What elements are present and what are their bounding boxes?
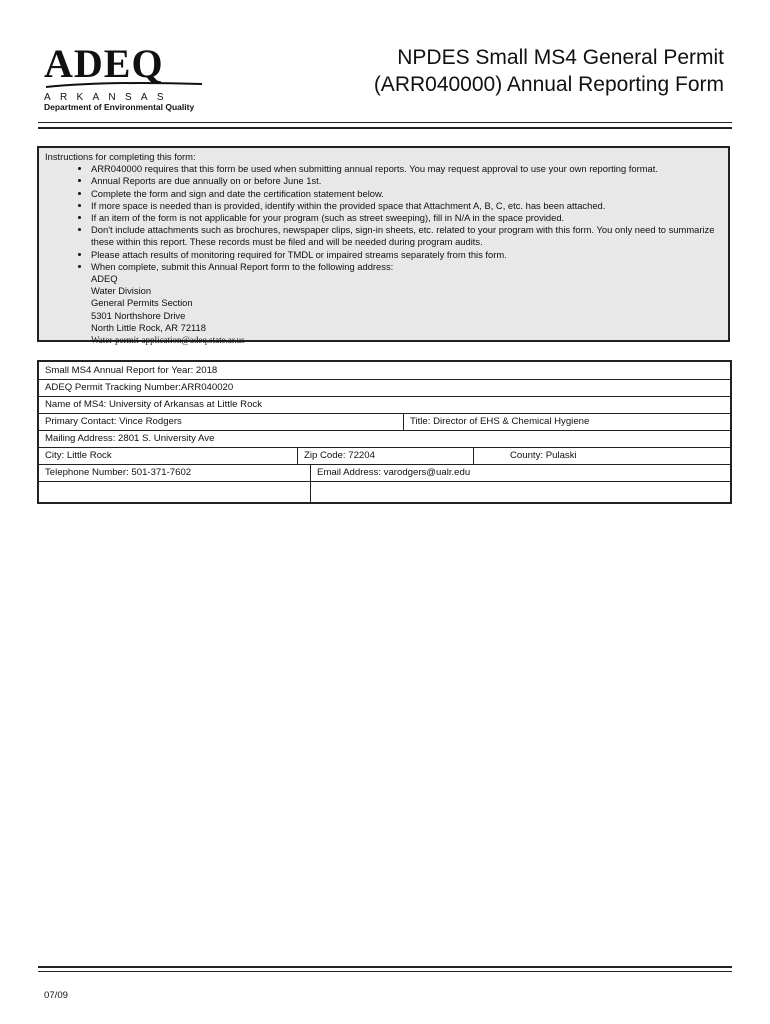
title-line-1: NPDES Small MS4 General Permit [397,46,724,69]
form-revision-code: 07/09 [44,990,69,1001]
mailing-address-block [45,273,722,346]
empty-cell[interactable] [310,481,730,502]
instructions-list [45,163,722,273]
header-divider [38,122,732,123]
logo-name: ADEQ [44,41,164,86]
title-line-2: (ARR040000) Annual Reporting Form [373,73,724,96]
instruction-item: • When complete, submit this Annual Report form to the following address: [91,261,722,273]
instruction-item: • Complete the form and sign and date the certification statement below. [91,188,722,200]
table-row [39,379,730,397]
mailing-address-field[interactable]: Mailing Address: 2801 S. University Ave [45,433,215,444]
county-field[interactable]: County: Pulaski [473,447,730,464]
instruction-item: • If an item of the form is not applicable for your program (such as street sweeping), fill in N/A in the space provided. [91,212,722,224]
header-divider-thick [38,127,732,129]
adeq-logo [44,41,214,112]
instruction-item: • Annual Reports are due annually on or before June 1st. [91,175,722,187]
instruction-item: • Please attach results of monitoring required for TMDL or impaired streams separately from this form. [91,249,722,261]
email-field[interactable]: Email Address: varodgers@ualr.edu [310,464,730,481]
address-line: 5301 Northshore Drive [91,309,186,321]
instruction-item: • Don't include attachments such as brochures, newspaper clips, sign-in sheets, etc. related to your program with this form. You only need to summarize these within this report. These records must be filed and will be needed during program audits. [91,224,722,248]
instructions-box [37,146,730,346]
table-row [39,362,730,380]
table-row [39,447,730,465]
city-field[interactable]: City: Little Rock [45,450,112,461]
contact-title-field[interactable]: Title: Director of EHS & Chemical Hygiene [403,413,730,430]
table-row [39,464,730,482]
zip-code-field[interactable]: Zip Code: 72204 [297,447,473,464]
logo-state: ARKANSAS [44,92,173,103]
logo-department: Department of Environmental Quality [44,102,195,112]
report-year-field[interactable]: Small MS4 Annual Report for Year: 2018 [45,365,218,376]
table-row [39,396,730,414]
instructions-heading: Instructions for completing this form: [45,151,196,162]
primary-contact-field[interactable]: Primary Contact: Vince Rodgers [45,416,182,427]
submission-email: Water-permit-application@adeq.state.ar.us [91,335,245,346]
permit-tracking-field[interactable]: ADEQ Permit Tracking Number:ARR040020 [45,382,234,393]
logo-swoosh-icon [44,80,204,90]
instruction-item: • If more space is needed than is provided, identify within the provided space that Attachment A, B, C, etc. has been attached. [91,200,722,212]
footer-divider [38,971,732,972]
instruction-item: • ARR040000 requires that this form be used when submitting annual reports. You may request approval to use your own reporting format. [91,163,722,175]
table-row [39,430,730,448]
page-title [374,44,724,98]
address-line: General Permits Section [91,297,193,309]
table-row [39,413,730,431]
footer-divider-thick [38,966,732,968]
telephone-field[interactable]: Telephone Number: 501-371-7602 [45,467,192,478]
address-line: ADEQ [91,273,118,285]
ms4-name-field[interactable]: Name of MS4: University of Arkansas at Little Rock [45,399,263,410]
address-line: North Little Rock, AR 72118 [91,321,206,333]
empty-cell[interactable] [39,481,310,502]
address-line: Water Division [91,285,152,297]
table-row [39,481,730,502]
report-info-table [37,360,732,504]
